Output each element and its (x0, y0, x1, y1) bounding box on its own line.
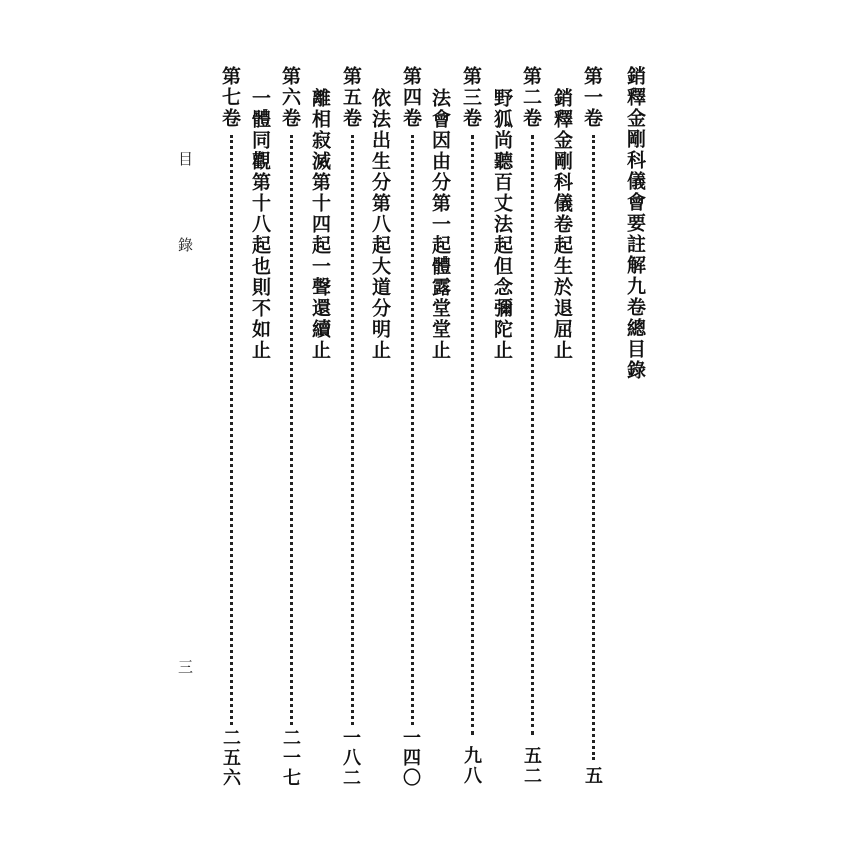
volume-5-label: 第五卷 (340, 66, 362, 129)
volume-1-leader (592, 135, 595, 760)
margin-label-lu: 錄 (178, 236, 194, 254)
volume-1-page: 五 (582, 766, 603, 786)
margin-label-mu: 目 (178, 150, 194, 168)
volume-3-page: 九八 (461, 746, 482, 786)
volume-6-subtitle: 一體同觀第十八起也則不如止 (249, 88, 271, 361)
volume-4-leader (411, 135, 414, 725)
volume-4-page: 一四〇 (400, 728, 421, 788)
volume-1-subtitle: 銷釋金剛科儀卷起生於退屈止 (551, 88, 573, 361)
volume-2-page: 五二 (521, 746, 542, 786)
folio-number: 三 (178, 658, 194, 676)
toc-title: 銷釋金剛科儀會要註解九卷總目錄 (624, 66, 646, 381)
volume-6-page: 二一七 (280, 728, 301, 788)
volume-3-leader (471, 135, 474, 735)
volume-6-leader (290, 135, 293, 725)
volume-3-subtitle: 法會因由分第一起體露堂堂止 (429, 88, 451, 361)
volume-3-label: 第三卷 (460, 66, 482, 129)
volume-2-leader (531, 135, 534, 735)
volume-5-page: 一八二 (340, 728, 361, 788)
volume-2-subtitle: 野狐尚聽百丈法起但念彌陀止 (491, 88, 513, 361)
volume-5-subtitle: 離相寂滅第十四起一聲還續止 (309, 88, 331, 361)
volume-6-label: 第六卷 (279, 66, 301, 129)
volume-4-label: 第四卷 (400, 66, 422, 129)
volume-7-leader (230, 135, 233, 725)
volume-4-subtitle: 依法出生分第八起大道分明止 (369, 88, 391, 361)
volume-7-page: 二五六 (220, 728, 241, 788)
volume-2-label: 第二卷 (520, 66, 542, 129)
volume-7-label: 第七卷 (219, 66, 241, 129)
volume-5-leader (351, 135, 354, 725)
volume-1-label: 第一卷 (581, 66, 603, 129)
